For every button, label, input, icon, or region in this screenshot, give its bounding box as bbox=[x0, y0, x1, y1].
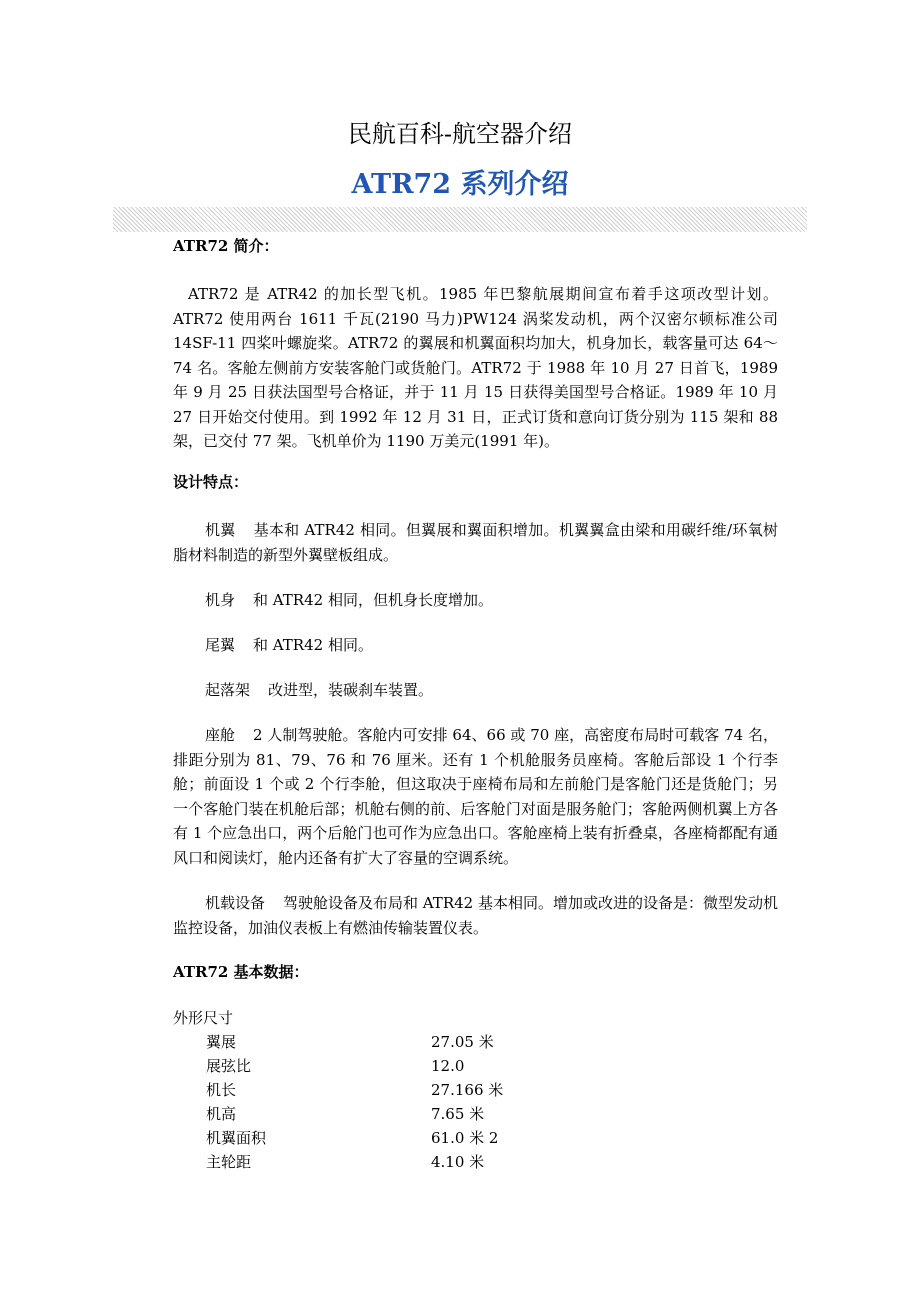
row-label: 机高 bbox=[206, 1105, 237, 1123]
design-item-text: 和 ATR42 相同，但机身长度增加。 bbox=[253, 591, 493, 609]
row-label: 主轮距 bbox=[206, 1153, 252, 1171]
design-item-text: 驾驶舱设备及布局和 ATR42 基本相同。增加或改进的设备是：微型发动机监控设备，加油仪表板上有燃油传输装置仪表。 bbox=[173, 894, 778, 937]
table-row bbox=[173, 1030, 778, 1054]
row-value: 61.0 米 2 bbox=[431, 1129, 499, 1147]
table-row bbox=[173, 1102, 778, 1126]
design-item-text: 2 人制驾驶舱。客舱内可安排 64、66 或 70 座，高密度布局时可载客 74 名，排距分别为 81、79、76 和 76 厘米。还有 1 个机舱服务员座椅。客舱后部设 1 个行李舱；前面设 1 个或 2 个行李舱，但这取决于座椅布局和左前舱门是客舱门还是货舱门；另一个客舱门装在机舱后部；机舱右侧的前、后客舱门对面是服务舱门；客舱两侧机翼上方各有 1 个应急出口，两个后舱门也可作为应急出口。客舱座椅上装有折叠桌，各座椅都配有通风口和阅读灯，舱内还备有扩大了容量的空调系统。 bbox=[173, 726, 778, 867]
design-item-label: 尾翼 bbox=[205, 636, 236, 654]
row-value: 4.10 米 bbox=[431, 1153, 485, 1171]
design-item-label: 机翼 bbox=[205, 521, 236, 539]
design-item-text: 改进型，装碳刹车装置。 bbox=[268, 681, 434, 699]
dimensions-title: 外形尺寸 bbox=[173, 1009, 234, 1027]
row-value: 27.166 米 bbox=[431, 1081, 504, 1099]
table-row bbox=[173, 1054, 778, 1078]
table-row bbox=[173, 1078, 778, 1102]
intro-paragraph: ATR72 是 ATR42 的加长型飞机。1985 年巴黎航展期间宣布着手这项改型计划。ATR72 使用两台 1611 千瓦(2190 马力)PW124 涡桨发动机，两个汉密尔顿标准公司 14SF-11 四桨叶螺旋桨。ATR72 的翼展和机翼面积均加大，机身加长，载客量可达 64～74 名。客舱左侧前方安装客舱门或货舱门。ATR72 于 1988 年 10 月 27 日首飞，1989 年 9 月 25 日获法国型号合格证，并于 11 月 15 日获得美国型号合格证。1989 年 10 月 27 日开始交付使用。到 1992 年 12 月 31 日，正式订货和意向订货分别为 115 架和 88 架，已交付 77 架。飞机单价为 1190 万美元(1991 年)。 bbox=[173, 285, 778, 450]
page-title: 民航百科-航空器介绍 bbox=[347, 120, 573, 148]
design-item-text: 和 ATR42 相同。 bbox=[253, 636, 373, 654]
design-item-label: 机载设备 bbox=[205, 894, 266, 912]
design-item-landing-gear bbox=[173, 678, 778, 703]
design-item-tail bbox=[173, 633, 778, 658]
table-row bbox=[173, 1126, 778, 1150]
dimensions-table bbox=[173, 1006, 778, 1174]
row-value: 27.05 米 bbox=[431, 1033, 494, 1051]
design-item-label: 座舱 bbox=[205, 726, 236, 744]
table-row bbox=[173, 1150, 778, 1174]
row-value: 12.0 bbox=[431, 1057, 465, 1075]
main-title: ATR72 系列介绍 bbox=[351, 169, 569, 200]
intro-heading: ATR72 简介： bbox=[173, 237, 279, 255]
design-item-fuselage bbox=[173, 588, 778, 613]
design-item-wing bbox=[173, 518, 778, 567]
design-item-label: 起落架 bbox=[205, 681, 251, 699]
design-heading: 设计特点： bbox=[173, 473, 249, 491]
basic-data-heading: ATR72 基本数据： bbox=[173, 963, 309, 981]
design-item-cabin bbox=[173, 723, 778, 870]
row-label: 展弦比 bbox=[206, 1057, 252, 1075]
design-item-text: 基本和 ATR42 相同。但翼展和翼面积增加。机翼翼盒由梁和用碳纤维/环氧树脂材料制造的新型外翼壁板组成。 bbox=[173, 521, 778, 564]
row-value: 7.65 米 bbox=[431, 1105, 485, 1123]
row-label: 翼展 bbox=[206, 1033, 237, 1051]
design-item-avionics bbox=[173, 891, 778, 940]
row-label: 机长 bbox=[206, 1081, 237, 1099]
hatched-divider bbox=[113, 207, 807, 232]
row-label: 机翼面积 bbox=[206, 1129, 267, 1147]
design-item-label: 机身 bbox=[205, 591, 236, 609]
